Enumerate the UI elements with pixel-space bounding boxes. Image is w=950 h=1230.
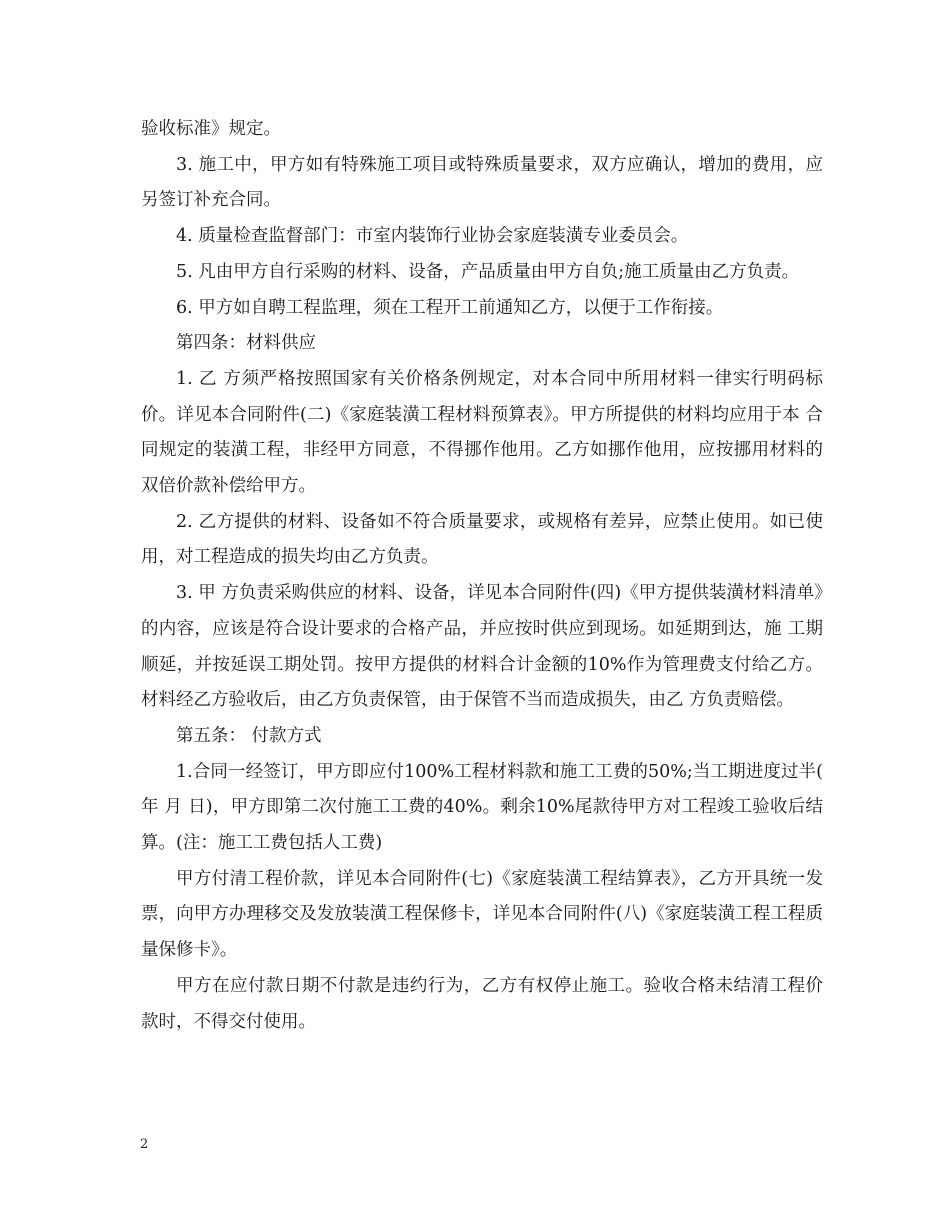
paragraph-9: 1.合同一经签订，甲方即应付100%工程材料款和施工工费的50%;当工期进度过半( 年 月 日)，甲方即第二次付施工工费的40%。剩余10%尾款待甲方对工程竣工验收后结算。(注：施工工费包括人工费) (141, 761, 823, 854)
section-heading-article-5: 第五条： 付款方式 (176, 725, 322, 746)
paragraph-1: 验收标准》规定。 (141, 119, 281, 139)
page-number: 2 (140, 1137, 149, 1152)
paragraph-11: 甲方在应付款日期不付款是违约行为，乙方有权停止施工。验收合格未结清工程价款时，不得交付使用。 (141, 975, 823, 1032)
paragraph-7: 2. 乙方提供的材料、设备如不符合质量要求，或规格有差异，应禁止使用。如已使用，对工程造成的损失均由乙方负责。 (141, 511, 823, 568)
paragraph-2: 3. 施工中，甲方如有特殊施工项目或特殊质量要求，双方应确认，增加的费用，应另签订补充合同。 (141, 154, 823, 211)
section-heading-article-4: 第四条：材料供应 (176, 333, 316, 354)
paragraph-5: 6. 甲方如自聘工程监理，须在工程开工前通知乙方，以便于工作衔接。 (176, 297, 724, 318)
paragraph-6: 1. 乙 方须严格按照国家有关价格条例规定，对本合同中所用材料一律实行明码标价。详见本合同附件(二)《家庭装潢工程材料预算表》。甲方所提供的材料均应用于本 合同规定的装潢工程，非经甲方同意，不得挪作他用。乙方如挪作他用，应按挪用材料的双倍价款补偿给甲方。 (141, 368, 823, 497)
paragraph-4: 5. 凡由甲方自行采购的材料、设备，产品质量由甲方自负;施工质量由乙方负责。 (176, 261, 800, 282)
document-body (141, 112, 823, 1040)
paragraph-8: 3. 甲 方负责采购供应的材料、设备，详见本合同附件(四)《甲方提供装潢材料清单》的内容，应该是符合设计要求的合格产品，并应按时供应到现场。如延期到达，施 工期顺延，并按延误工期处罚。按甲方提供的材料合计金额的10%作为管理费支付给乙方。材料经乙方验收后，由乙方负责保管，由于保管不当而造成损失，由乙 方负责赔偿。 (141, 583, 823, 711)
paragraph-3: 4. 质量检查监督部门：市室内装饰行业协会家庭装潢专业委员会。 (176, 226, 689, 247)
paragraph-10: 甲方付清工程价款，详见本合同附件(七)《家庭装潢工程结算表》，乙方开具统一发票，向甲方办理移交及发放装潢工程保修卡，详见本合同附件(八)《家庭装潢工程工程质量保修卡》。 (141, 868, 823, 961)
